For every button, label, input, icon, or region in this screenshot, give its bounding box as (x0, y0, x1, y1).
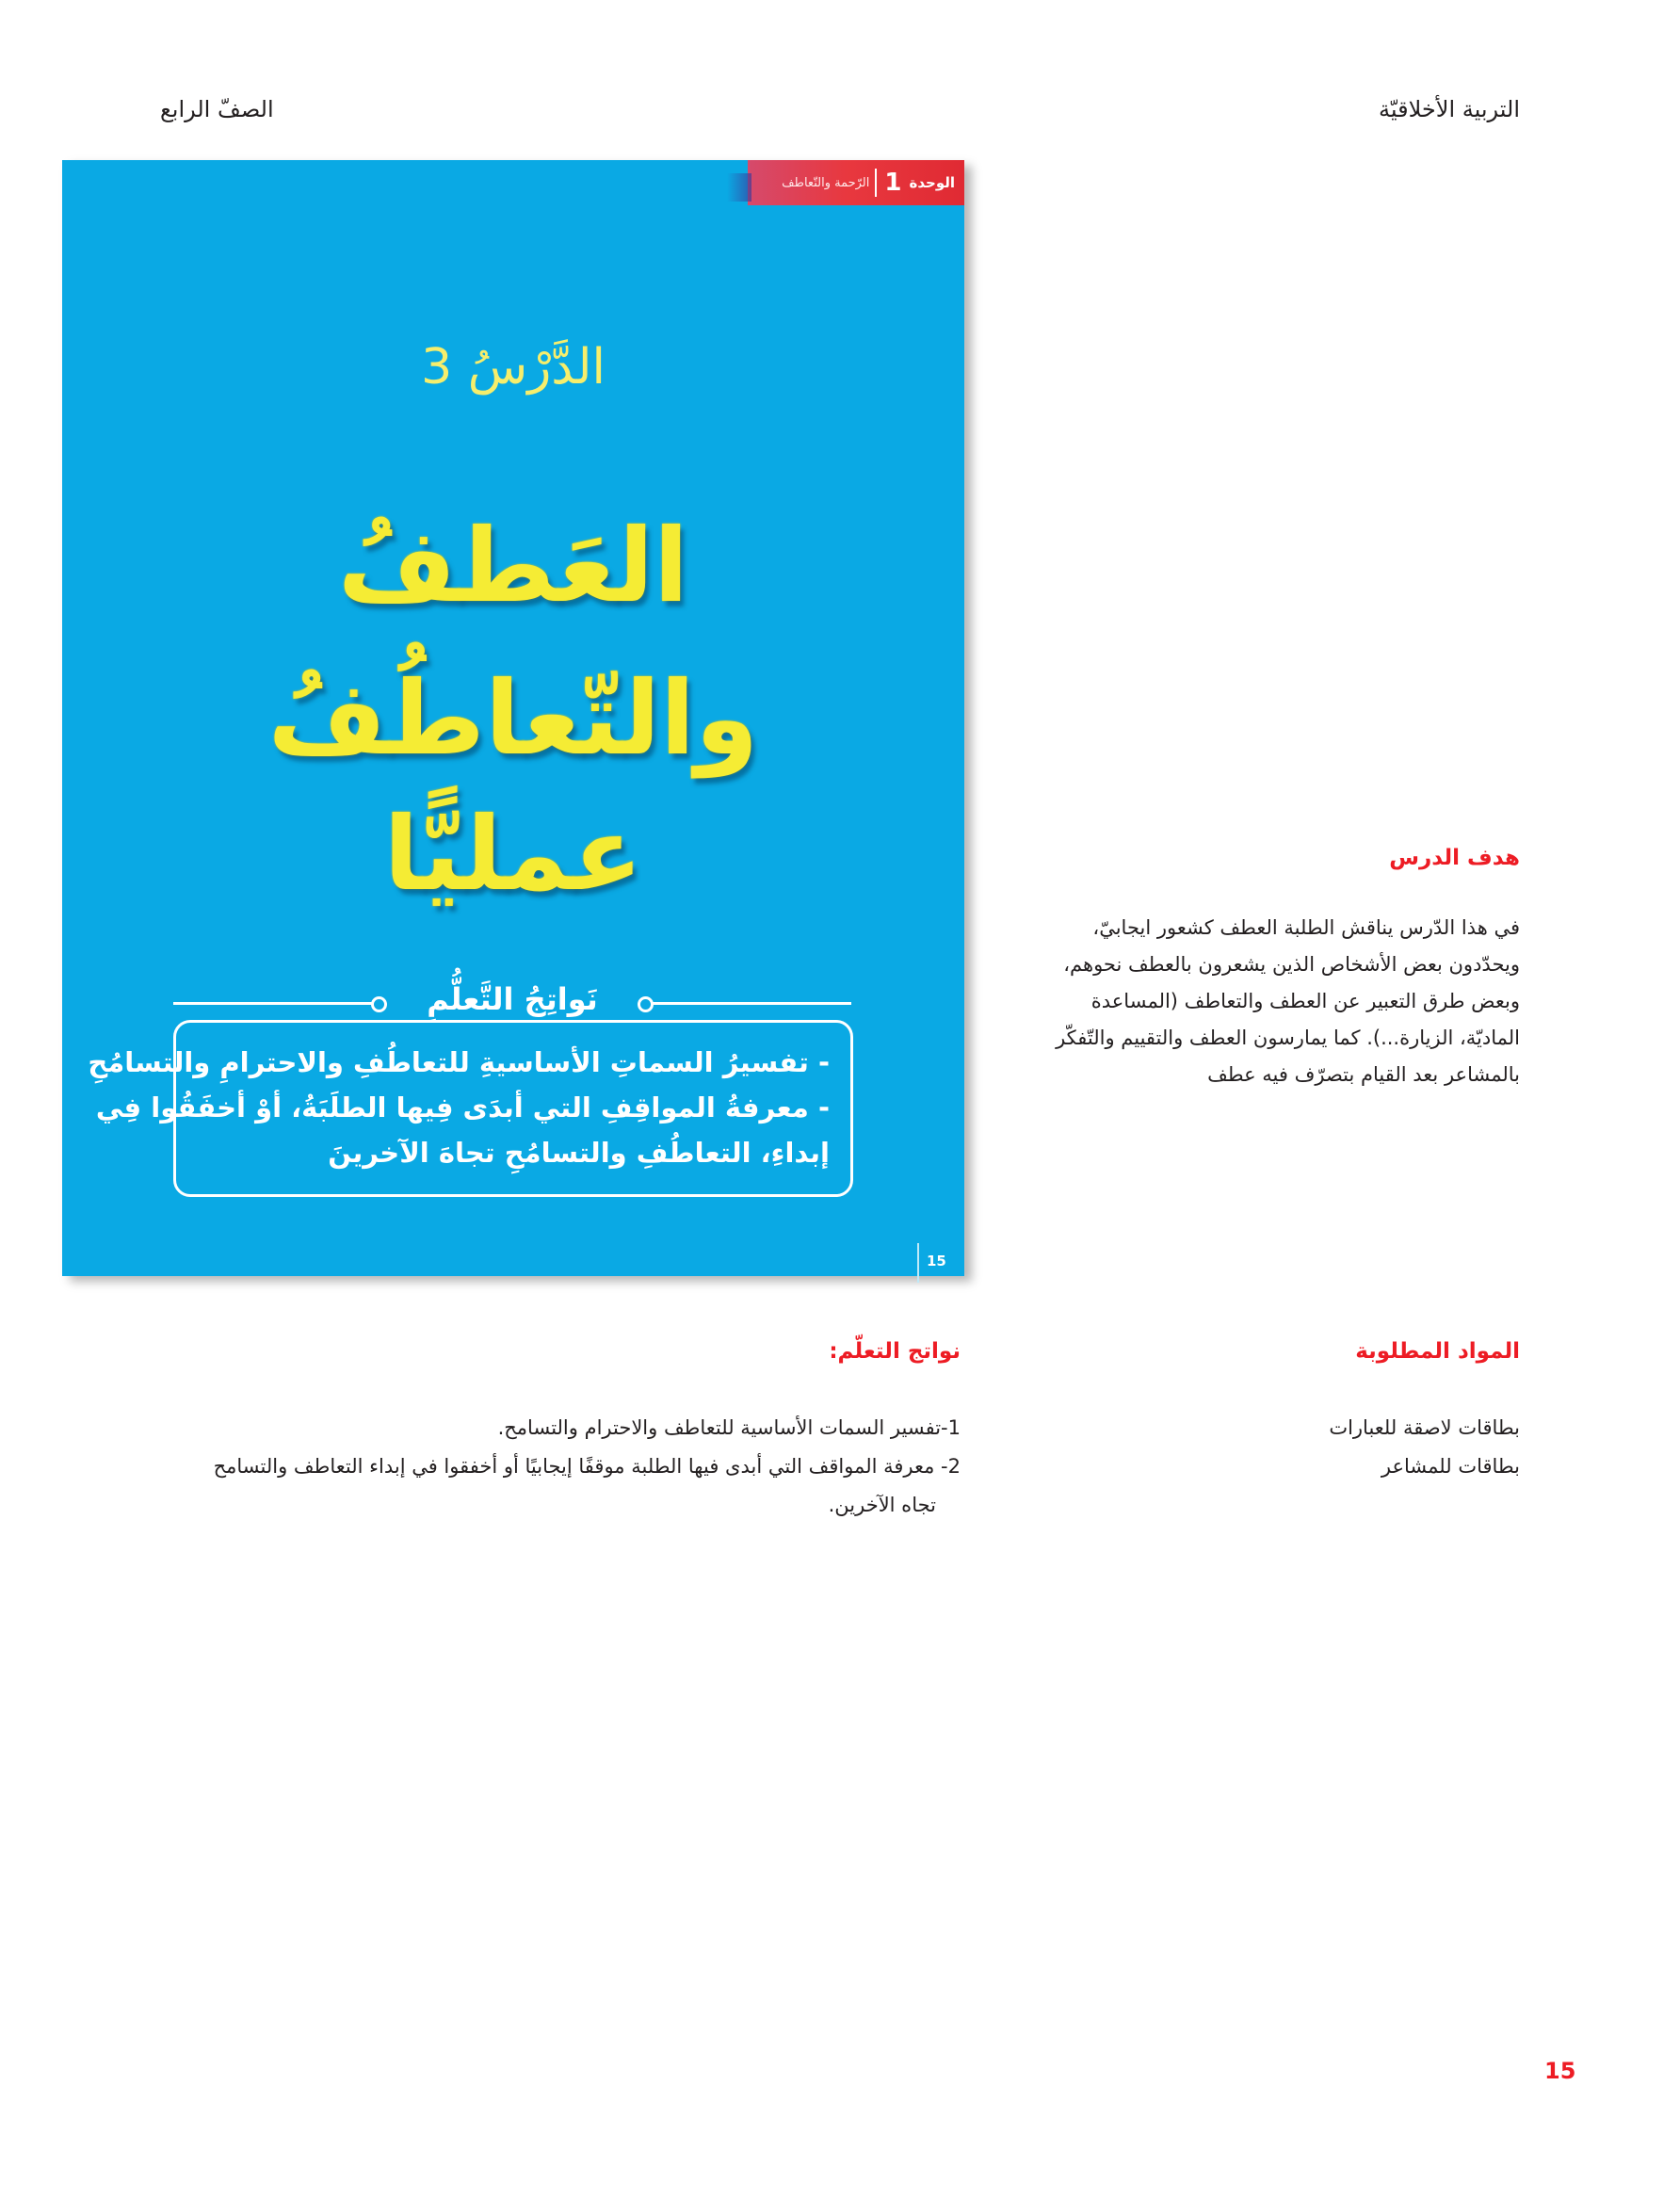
unit-banner (748, 160, 964, 205)
goal-line: بالمشاعر بعد القيام بتصرّف فيه عطف (1207, 1063, 1520, 1086)
outcomes-heading-row (173, 981, 851, 1017)
page-number: 15 (1544, 2058, 1576, 2084)
lesson-title-line-2: والتّعاطُفُ (267, 660, 759, 778)
outcomes-box (88, 1020, 853, 1197)
outcome-line: - معرفةُ المواقِفِ التي أبدَى فِيها الطلَبَةُ، أوْ أخفَقُوا فِي (95, 1091, 830, 1124)
materials-title: المواد المطلوبة (1355, 1339, 1520, 1364)
header-grade: الصفّ الرابع (160, 96, 274, 122)
learning-outcomes-list (207, 1409, 961, 1525)
goal-line: الماديّة، الزيارة...). كما يمارسون العطف والتقييم والتّفكّر (1056, 1027, 1520, 1049)
outcome-item: 1-تفسير السمات الأساسية للتعاطف والاحترام والتسامح. (497, 1416, 961, 1439)
student-book-page (62, 160, 964, 1276)
learning-outcomes-title: نواتج التعلّم: (829, 1339, 961, 1364)
outcome-line: - تفسيرُ السماتِ الأساسيةِ للتعاطُفِ والاحترامِ والتسامُحِ (88, 1046, 830, 1078)
materials-item: بطاقات لاصقة للعبارات (1329, 1416, 1520, 1439)
lesson-goal-text (1049, 910, 1520, 1093)
goal-line: في هذا الدّرس يناقش الطلبة العطف كشعور ايجابيّ، (1092, 916, 1520, 939)
materials-item: بطاقات للمشاعر (1381, 1455, 1520, 1478)
lesson-goal-title: هدف الدرس (1389, 846, 1520, 870)
unit-label: الوحدة (909, 174, 955, 191)
unit-title: الرّحمة والتّعاطف (782, 175, 870, 190)
student-page-number: 15 (927, 1253, 946, 1269)
outcome-item-continuation: تجاه الآخرين. (828, 1494, 936, 1516)
outcome-line: إبداءِ، التعاطُفِ والتسامُحِ تجاهَ الآخرينَ (328, 1137, 830, 1169)
outcomes-heading: نَواتِجُ التَّعلُّمِ (427, 981, 598, 1017)
lesson-title-line-1: العَطفُ (337, 508, 689, 625)
goal-line: وبعض طرق التعبير عن العطف والتعاطف (المساعدة (1090, 990, 1520, 1012)
lesson-label: الدَّرْسُ 3 (421, 339, 606, 396)
header-subject: التربية الأخلاقيّة (1379, 96, 1520, 122)
unit-number: 1 (875, 169, 903, 197)
lesson-title-line-3: عمليًّا (383, 796, 643, 914)
outcome-item: 2- معرفة المواقف التي أبدى فيها الطلبة موقفًا إيجابيًا أو أخفقوا في إبداء التعاطف والتسامح (213, 1455, 961, 1478)
materials-list (1329, 1409, 1520, 1486)
goal-line: ويحدّدون بعض الأشخاص الذين يشعرون بالعطف نحوهم، (1063, 953, 1520, 976)
page-number-divider (917, 1243, 919, 1283)
